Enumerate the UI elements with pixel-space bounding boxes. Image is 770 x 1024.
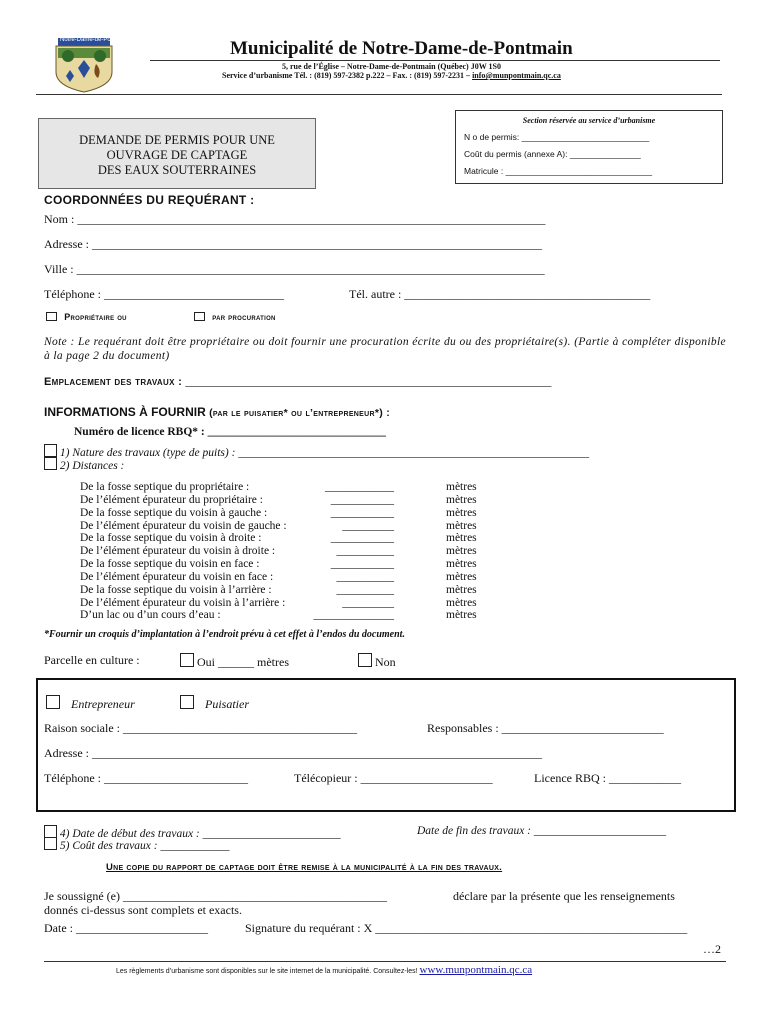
municipality-title: Municipalité de Notre-Dame-de-Pontmain [230, 38, 573, 59]
owner-checkbox[interactable] [46, 312, 57, 321]
contractor-phone-field[interactable]: Téléphone : ________________________ [44, 771, 248, 785]
distance-blank[interactable]: __________ [336, 570, 394, 583]
distance-row[interactable] [80, 545, 500, 558]
municipality-address: 5, rue de l’Église – Notre-Dame-de-Pontmain (Québec) J0W 1S0 [282, 62, 502, 71]
distance-blank[interactable]: ____________ [325, 481, 394, 493]
report-notice: Une copie du rapport de captage doit être remise à la municipalité à la fin des travaux. [106, 862, 503, 873]
rbq-licence-field[interactable]: Numéro de licence RBQ* : _______________________________ [74, 426, 386, 438]
distance-label: De la fosse septique du voisin à gauche : [80, 506, 268, 519]
sketch-note: *Fournir un croquis d’implantation à l’endroit prévu à cet effet à l’endos du document. [44, 629, 405, 640]
distance-unit: mètres [446, 558, 477, 571]
parcel-no-option[interactable]: Non [358, 653, 396, 670]
page-continuation: …2 [703, 942, 721, 956]
owner-label: Propriétaire ou [64, 312, 127, 322]
end-date-field[interactable]: Date de fin des travaux : _______________________ [417, 825, 667, 837]
distance-unit: mètres [446, 493, 477, 506]
distances-label: 2) Distances : [44, 457, 124, 472]
parcel-yes-option[interactable]: Oui ______ mètres [180, 653, 289, 670]
permit-cost-field[interactable]: Coût du permis (annexe A): _______________ [464, 149, 641, 159]
well-driller-checkbox[interactable] [180, 695, 194, 709]
works-cost-checkbox[interactable] [44, 837, 57, 850]
distance-label: De l’élément épurateur du propriétaire : [80, 493, 263, 506]
parcel-no-checkbox[interactable] [358, 653, 372, 667]
proxy-checkbox[interactable] [194, 312, 205, 321]
signature-field[interactable]: Signature du requérant : X ____________________________________________________ [245, 921, 688, 935]
distance-blank[interactable]: ___________ [330, 558, 394, 571]
applicant-heading: COORDONNÉES DU REQUÉRANT : [44, 193, 255, 207]
distance-blank[interactable]: _________ [342, 596, 394, 609]
declarant-name-field[interactable]: Je soussigné (e) ____________________________________________ [44, 889, 387, 903]
date-field[interactable]: Date : ______________________ [44, 921, 208, 935]
distance-row[interactable] [80, 609, 500, 622]
contractor-checkbox[interactable] [46, 695, 60, 709]
distance-row[interactable] [80, 520, 500, 533]
distance-row[interactable] [80, 584, 500, 597]
distance-unit: mètres [446, 545, 477, 558]
distance-unit: mètres [446, 481, 477, 493]
website-link[interactable]: www.munpontmain.qc.ca [419, 964, 533, 976]
declaration-text-2: donnés ci-dessus sont complets et exacts. [44, 903, 242, 917]
owner-option[interactable] [46, 312, 127, 322]
distance-row[interactable] [80, 507, 500, 520]
work-location-field[interactable]: Emplacement des travaux : _____________________________________________________________ [44, 374, 552, 388]
reserved-title: Section réservée au service d’urbanisme [522, 116, 656, 125]
city-field[interactable]: Ville : ______________________________________________________________________________ [44, 262, 545, 276]
distance-row[interactable] [80, 571, 500, 584]
proxy-label: par procuration [212, 312, 276, 322]
distance-blank[interactable]: ___________ [330, 532, 394, 545]
distance-blank[interactable]: _________ [342, 519, 394, 532]
matricule-field[interactable]: Matricule : _______________________________ [464, 166, 653, 176]
municipal-logo [46, 36, 122, 94]
form-title-box [38, 118, 316, 189]
other-phone-field[interactable]: Tél. autre : _________________________________________ [349, 287, 651, 301]
responsibles-field[interactable]: Responsables : ___________________________ [427, 721, 664, 735]
municipality-contact: Service d’urbanisme Tél. : (819) 597-2382 p.222 – Fax. : (819) 597-2231 – info@munpontmain.qc.ca [222, 71, 561, 80]
distance-unit: mètres [446, 532, 477, 545]
footer-text: Les règlements d’urbanisme sont disponibles sur le site internet de la municipalité. Consultez-les! www.munpontmain.qc.ca [116, 964, 533, 976]
distance-row[interactable] [80, 558, 500, 571]
owner-note: Note : Le requérant doit être propriétaire ou doit fournir une procuration écrite du ou des propriétaire(s). (Partie à compléter disponible à la page 2 du document) [44, 336, 726, 362]
distance-label: De l’élément épurateur du voisin de gauche : [80, 519, 287, 532]
contractor-rbq-field[interactable]: Licence RBQ : ____________ [534, 771, 681, 785]
form-title-line2: OUVRAGE DE CAPTAGE [106, 148, 248, 162]
parcel-label: Parcelle en culture : [44, 653, 140, 667]
distance-unit: mètres [446, 596, 477, 609]
distance-blank[interactable]: ___________ [330, 506, 394, 519]
form-title-line3: DES EAUX SOUTERRAINES [97, 163, 257, 177]
distance-label: De la fosse septique du propriétaire : [80, 481, 250, 493]
work-location-label: Emplacement des travaux : [44, 376, 186, 388]
proxy-option[interactable] [194, 312, 276, 322]
distance-blank[interactable]: ___________ [330, 493, 394, 506]
distance-unit: mètres [446, 519, 477, 532]
distance-blank[interactable]: __________ [336, 545, 394, 558]
distance-unit: mètres [446, 609, 477, 622]
email-link[interactable]: info@munpontmain.qc.ca [472, 71, 561, 80]
distance-row[interactable] [80, 481, 500, 494]
permit-number-field[interactable]: N o de permis: ___________________________ [464, 132, 650, 142]
contractor-box [36, 678, 736, 812]
distance-row[interactable] [80, 494, 500, 507]
distance-label: De la fosse septique du voisin en face : [80, 558, 260, 571]
distances-table [80, 481, 500, 622]
distance-blank[interactable]: __________ [336, 583, 394, 596]
parcel-yes-checkbox[interactable] [180, 653, 194, 667]
declaration-text: déclare par la présente que les renseignements [453, 889, 675, 903]
contractor-fax-field[interactable]: Télécopieur : ______________________ [294, 771, 493, 785]
distance-row[interactable] [80, 597, 500, 610]
distance-unit: mètres [446, 506, 477, 519]
company-name-field[interactable]: Raison sociale : _______________________________________ [44, 721, 357, 735]
distance-label: De la fosse septique du voisin à l’arrière : [80, 583, 272, 596]
contractor-address-field[interactable]: Adresse : ___________________________________________________________________________ [44, 746, 542, 760]
distance-label: De l’élément épurateur du voisin à l’arrière : [80, 596, 286, 609]
distance-label: De la fosse septique du voisin à droite : [80, 532, 262, 545]
nature-checkbox[interactable] [44, 444, 57, 457]
name-field[interactable]: Nom : ______________________________________________________________________________ [44, 212, 546, 226]
distance-label: D’un lac ou d’un cours d’eau : [80, 609, 221, 622]
distance-label: De l’élément épurateur du voisin à droite : [80, 545, 276, 558]
form-title-line1: DEMANDE DE PERMIS POUR UNE [79, 133, 275, 147]
start-date-field[interactable]: 4) Date de début des travaux : ________________________ [44, 825, 341, 840]
distance-row[interactable] [80, 532, 500, 545]
nature-works-field[interactable]: 1) Nature des travaux (type de puits) : _____________________________________________________________ [44, 444, 589, 459]
distances-checkbox[interactable] [44, 457, 57, 470]
distance-blank[interactable]: ______________ [313, 609, 394, 622]
distance-unit: mètres [446, 583, 477, 596]
phone-field[interactable]: Téléphone : ______________________________ [44, 287, 284, 301]
distance-label: De l’élément épurateur du voisin en face : [80, 570, 274, 583]
logo-text: Notre-Dame-de-Pontmain [60, 37, 129, 43]
info-heading: INFORMATIONS À FOURNIR (par le puisatier* ou l’entrepreneur*) : [44, 405, 391, 419]
contractor-option[interactable]: Entrepreneur [46, 695, 135, 712]
reserved-section [455, 110, 723, 184]
distance-unit: mètres [446, 570, 477, 583]
address-field[interactable]: Adresse : ___________________________________________________________________________ [44, 237, 542, 251]
well-driller-option[interactable]: Puisatier [180, 695, 249, 712]
works-cost-field[interactable]: 5) Coût des travaux : ____________ [44, 837, 229, 852]
